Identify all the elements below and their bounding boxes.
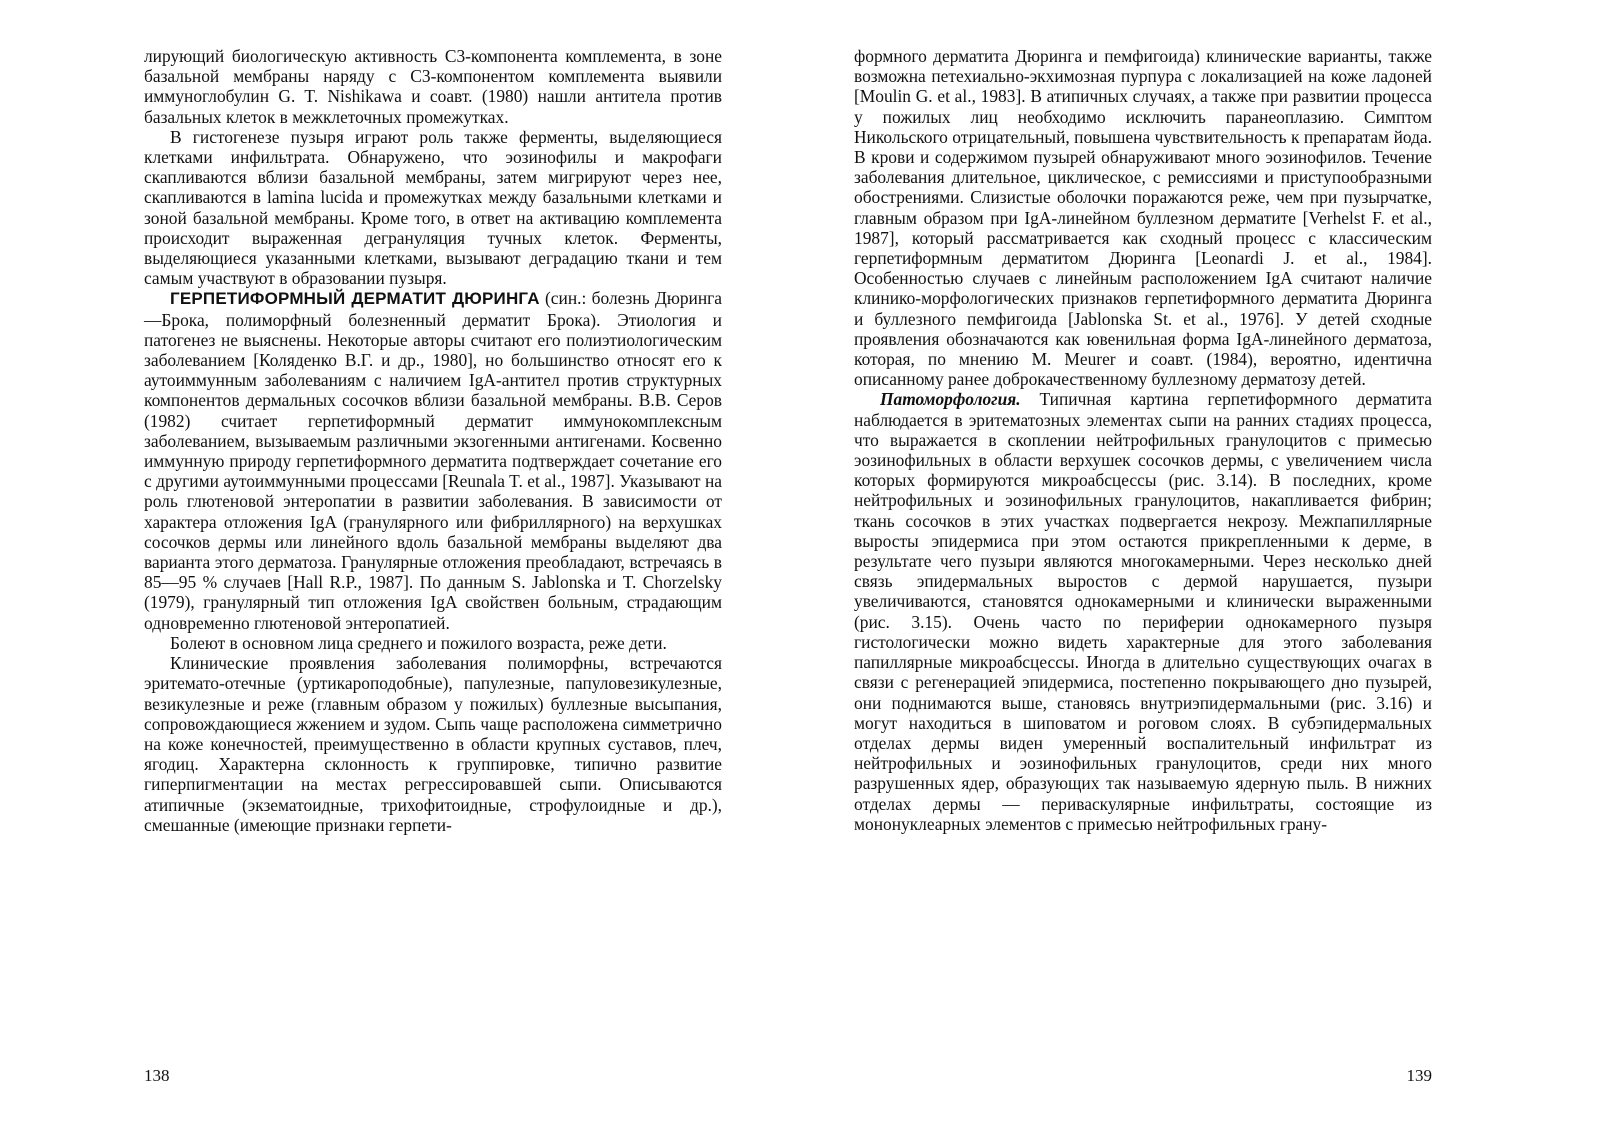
right-paragraph-2 <box>854 389 1432 833</box>
left-page-text <box>144 46 722 835</box>
right-paragraph-2-body: Типичная картина герпетиформного дерматита наблюдается в эритематозных элементах сыпи на ранних стадиях процесса, что выражается в скоплении нейтрофильных гранулоцитов с примесью эозинофильных в области верхушек сосочков дермы, с увеличением числа которых формируются микроабсцессы (рис. 3.14). В последних, кроме нейтрофильных и эозинофильных гранулоцитов, накапливается фибрин; ткань сосочков в этих участках подвергается некрозу. Межпапиллярные выросты эпидермиса при этом остаются прикрепленными к дерме, в результате чего пузыри являются многокамерными. Через несколько дней связь эпидермальных выростов с дермой нарушается, пузыри увеличиваются, становятся однокамерными и клинически выраженными (рис. 3.15). Очень часто по периферии однокамерного пузыря гистологически можно видеть характерные для этого заболевания папиллярные микроабсцессы. Иногда в длительно существующих очагах в связи с регенерацией эпидермиса, постепенно покрывающего дно пузырей, они поднимаются выше, становясь внутриэпидермальными (рис. 3.16) и могут находиться в шиповатом и роговом слоях. В субэпидермальных отделах дермы виден умеренный воспалительный инфильтрат из нейтрофильных и эозинофильных гранулоцитов, среди них много разрушенных ядер, образующих так называемую ядерную пыль. В нижних отделах дермы — периваскулярные инфильтраты, состоящие из мононуклеарных элементов с примесью нейтрофильных грану- <box>854 389 1432 834</box>
left-paragraph-3-body: (син.: болезнь Дюринга—Брока, полиморфный болезненный дерматит Брока). Этиология и патогенез не выяснены. Некоторые авторы считают его полиэтиологическим заболеванием [Коляденко В.Г. и др., 1980], но большинство относят его к аутоиммунным заболеваниям с наличием IgA-антител против структурных компонентов дермальных сосочков вблизи базальной мембраны. В.В. Серов (1982) считает герпетиформный дерматит иммунокомплексным заболеванием, вызываемым различными экзогенными антигенами. Косвенно иммунную природу герпетиформного дерматита подтверждает сочетание его с другими аутоиммунными процессами [Reunala T. et al., 1987]. Указывают на роль глютеновой энтеропатии в развитии заболевания. В зависимости от характера отложения IgA (гранулярного или фибриллярного) на верхушках сосочков дермы или линейного вдоль базальной мембраны выделяют два варианта этого дерматоза. Гранулярные отложения преобладают, встречаясь в 85—95 % случаев [Hall R.P., 1987]. По данным S. Jablonska и T. Chorzelsky (1979), гранулярный тип отложения IgA свойствен больным, страдающим одновременно глютеновой энтеропатией. <box>144 288 722 633</box>
page-number-right: 139 <box>1406 1066 1432 1085</box>
left-paragraph-4: Болеют в основном лица среднего и пожилого возраста, реже дети. <box>170 632 667 653</box>
right-page <box>854 46 1432 1086</box>
left-paragraph-5: Клинические проявления заболевания полиморфны, встречаются эритемато-отечные (уртикароподобные), папулезные, папуловезикулезные, везикулезные и реже (главным образом у пожилых) буллезные высыпания, сопровождающиеся жжением и зудом. Сыпь чаще расположена симметрично на коже конечностей, преимущественно в области крупных суставов, плеч, ягодиц. Характерна склонность к группировке, типично развитие гиперпигментации на местах регрессировавшей сыпи. Описываются атипичные (экзематоидные, трихофитоидные, строфулоидные и др.), смешанные (имеющие признаки герпети- <box>144 653 722 835</box>
page-number-left: 138 <box>144 1066 170 1085</box>
left-paragraph-3 <box>144 288 722 632</box>
right-page-text <box>854 46 1432 834</box>
subsection-lead: Патоморфология. <box>880 389 1021 410</box>
right-paragraph-1: формного дерматита Дюринга и пемфигоида) клинические варианты, также возможна петехиально-экхимозная пурпура с локализацией на коже ладоней [Moulin G. et al., 1983]. В атипичных случаях, а также при развитии процесса у пожилых лиц необходимо исключить паранеоплазию. Симптом Никольского отрицательный, повышена чувствительность к препаратам йода. В крови и содержимом пузырей обнаруживают много эозинофилов. Течение заболевания длительное, циклическое, с ремиссиями и приступообразными обострениями. Слизистые оболочки поражаются реже, чем при пузырчатке, главным образом при IgA-линейном буллезном дерматите [Verhelst F. et al., 1987], который рассматривается как сходный процесс с классическим герпетиформным дерматитом Дюринга [Leonardi J. et al., 1984]. Особенностью случаев с линейным расположением IgA считают наличие клинико-морфологических признаков герпетиформного дерматита Дюринга и буллезного пемфигоида [Jablonska St. et al., 1976]. У детей сходные проявления обозначаются как ювенильная форма IgA-линейного дерматоза, которая, по мнению M. Meurer и соавт. (1984), вероятно, идентична описанному ранее доброкачественному буллезному дерматозу детей. <box>854 46 1432 390</box>
left-page <box>144 46 722 1086</box>
left-paragraph-2: В гистогенезе пузыря играют роль также ферменты, выделяющиеся клетками инфильтрата. Обнаружено, что эозинофилы и макрофаги скапливаются вблизи базальной мембраны, затем мигрируют через нее, скапливаются в lamina lucida и промежутках между базальными клетками и зоной базальной мембраны. Кроме того, в ответ на активацию комплемента происходит выраженная дегрануляция тучных клеток. Ферменты, выделяющиеся указанными клетками, вызывают деградацию ткани и тем самым участвуют в образовании пузыря. <box>144 126 722 289</box>
left-paragraph-1: лирующий биологическую активность С3-компонента комплемента, в зоне базальной мембраны наряду с С3-компонентом комплемента выявили иммуноглобулин G. T. Nishikawa и соавт. (1980) нашли антитела против базальных клеток в межклеточных промежутках. <box>144 46 722 127</box>
section-heading: ГЕРПЕТИФОРМНЫЙ ДЕРМАТИТ ДЮРИНГА <box>170 289 540 309</box>
